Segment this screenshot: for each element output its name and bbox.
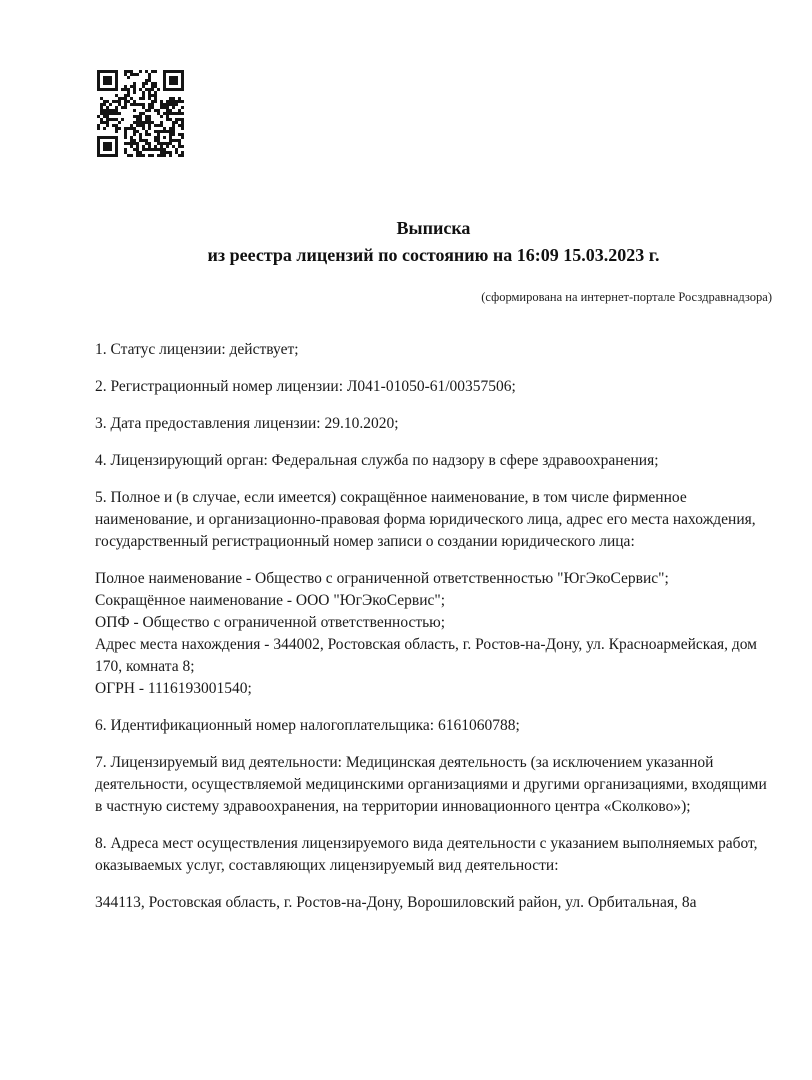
org-detail-address: Адрес места нахождения - 344002, Ростовская область, г. Ростов-на-Дону, ул. Красноармейская, дом 170, комната 8; xyxy=(95,636,757,675)
qr-code-icon xyxy=(97,70,184,157)
org-detail-opf: ОПФ - Общество с ограниченной ответственностью; xyxy=(95,614,446,631)
document-body xyxy=(95,339,772,914)
org-detail-short-name: Сокращённое наименование - ООО "ЮгЭкоСервис"; xyxy=(95,592,446,609)
org-details-block xyxy=(95,568,772,700)
item-license-status: 1. Статус лицензии: действует; xyxy=(95,341,299,358)
org-detail-full-name: Полное наименование - Общество с ограниченной ответственностью "ЮгЭкоСервис"; xyxy=(95,570,669,587)
org-detail-ogrn: ОГРН - 1116193001540; xyxy=(95,680,252,697)
item-activity-addresses-heading: 8. Адреса мест осуществления лицензируемого вида деятельности с указанием выполняемых работ, оказываемых услуг, составляющих лицензируемый вид деятельности: xyxy=(95,835,758,874)
item-taxpayer-number: 6. Идентификационный номер налогоплательщика: 6161060788; xyxy=(95,717,520,734)
qr-code-container xyxy=(97,0,772,157)
item-licensed-activity: 7. Лицензируемый вид деятельности: Медицинская деятельность (за исключением указанной деятельности, осуществляемой медицинскими организациями и другими организациями, входящими в частную систему здравоохранения, на территории инновационного центра «Сколково»); xyxy=(95,754,767,815)
item-registration-number: 2. Регистрационный номер лицензии: Л041-01050-61/00357506; xyxy=(95,378,516,395)
activity-address-line: 344113, Ростовская область, г. Ростов-на-Дону, Ворошиловский район, ул. Орбитальная, 8а xyxy=(95,894,697,911)
item-grant-date: 3. Дата предоставления лицензии: 29.10.2020; xyxy=(95,415,399,432)
document-subtitle: (сформирована на интернет-портале Росздравнадзора) xyxy=(481,290,772,304)
item-licensing-authority: 4. Лицензирующий орган: Федеральная служба по надзору в сфере здравоохранения; xyxy=(95,452,659,469)
document-title xyxy=(95,215,772,269)
document-title-line1: Выписка xyxy=(396,218,471,238)
item-org-info-heading: 5. Полное и (в случае, если имеется) сокращённое наименование, в том числе фирменное наименование, и организационно-правовая форма юридического лица, адрес его места нахождения, государственный регистрационный номер записи о создании юридического лица: xyxy=(95,489,756,550)
document-title-line2: из реестра лицензий по состоянию на 16:09 15.03.2023 г. xyxy=(207,245,660,265)
